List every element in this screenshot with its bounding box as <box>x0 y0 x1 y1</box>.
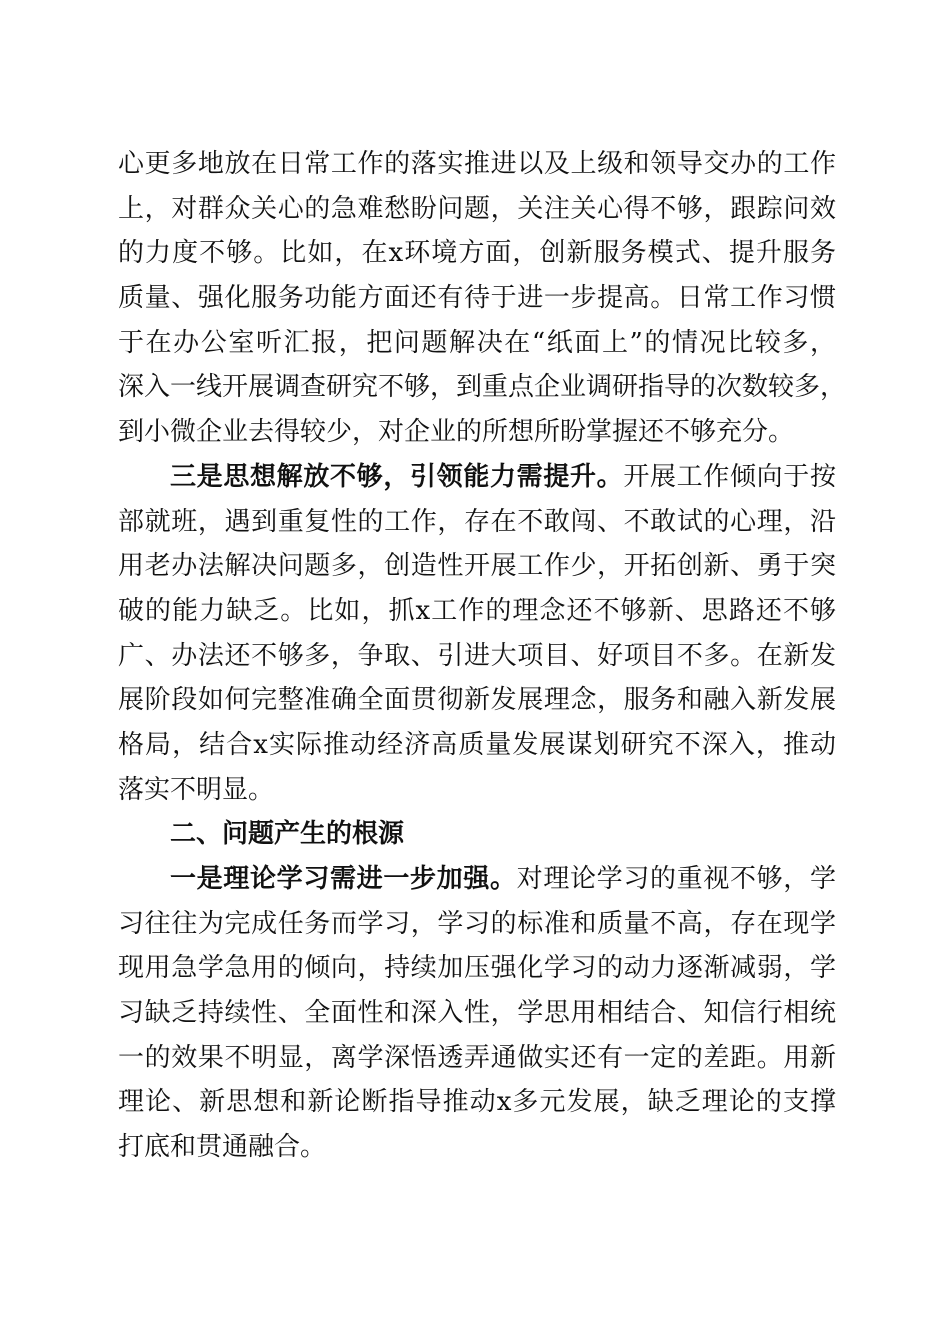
text-line: 上，对群众关心的急难愁盼问题，关注关心得不够，跟踪问效 <box>118 193 836 224</box>
text-line: 落实不明显。 <box>118 774 275 805</box>
text-line: 部就班，遇到重复性的工作，存在不敢闯、不敢试的心理，沿 <box>118 506 836 537</box>
paragraph-service-issues <box>118 142 847 455</box>
paragraph-text: 开展工作倾向于按 <box>623 461 836 492</box>
text-line: 习缺乏持续性、全面性和深入性，学思用相结合、知信行相统 <box>118 998 836 1029</box>
text-line: 心更多地放在日常工作的落实推进以及上级和领导交办的工作 <box>118 149 836 179</box>
text-line: 一的效果不明显，离学深悟透弄通做实还有一定的差距。用新 <box>118 1042 836 1073</box>
section-heading: 二、问题产生的根源 <box>170 819 405 850</box>
text-line: 展阶段如何完整准确全面贯彻新发展理念，服务和融入新发展 <box>118 685 836 716</box>
text-line: 质量、强化服务功能方面还有待于进一步提高。日常工作习惯 <box>118 283 836 314</box>
text-line: 现用急学急用的倾向，持续加压强化学习的动力逐渐减弱，学 <box>118 953 836 984</box>
text-line: 的力度不够。比如，在x环境方面，创新服务模式、提升服务 <box>118 238 836 269</box>
text-line: 用老办法解决问题多，创造性开展工作少，开拓创新、勇于突 <box>118 551 836 582</box>
text-line: 打底和贯通融合。 <box>118 1132 327 1163</box>
text-line: 到小微企业去得较少，对企业的所想所盼掌握还不够充分。 <box>118 417 795 448</box>
paragraph-theory-study <box>118 857 836 1170</box>
text-line <box>118 857 836 902</box>
text-line: 习往往为完成任务而学习，学习的标准和质量不高，存在现学 <box>118 908 836 939</box>
document-page <box>118 142 847 1170</box>
text-line: 于在办公室听汇报，把问题解决在“纸面上”的情况比较多， <box>118 327 836 358</box>
text-line <box>118 455 836 500</box>
text-line: 格局，结合x实际推动经济高质量发展谋划研究不深入，推动 <box>118 729 836 760</box>
text-line: 深入一线开展调查研究不够，到重点企业调研指导的次数较多， <box>118 372 847 403</box>
paragraph-lead: 三是思想解放不够，引领能力需提升。 <box>170 461 624 492</box>
paragraph-thinking-liberation <box>118 455 836 813</box>
paragraph-text: 对理论学习的重视不够，学 <box>516 864 836 894</box>
paragraph-lead: 一是理论学习需进一步加强。 <box>170 864 517 894</box>
text-line: 理论、新思想和新论断指导推动x多元发展，缺乏理论的支撑 <box>118 1087 836 1118</box>
text-line: 广、办法还不够多，争取、引进大项目、好项目不多。在新发 <box>118 640 836 671</box>
text-line: 破的能力缺乏。比如，抓x工作的理念还不够新、思路还不够 <box>118 595 836 626</box>
